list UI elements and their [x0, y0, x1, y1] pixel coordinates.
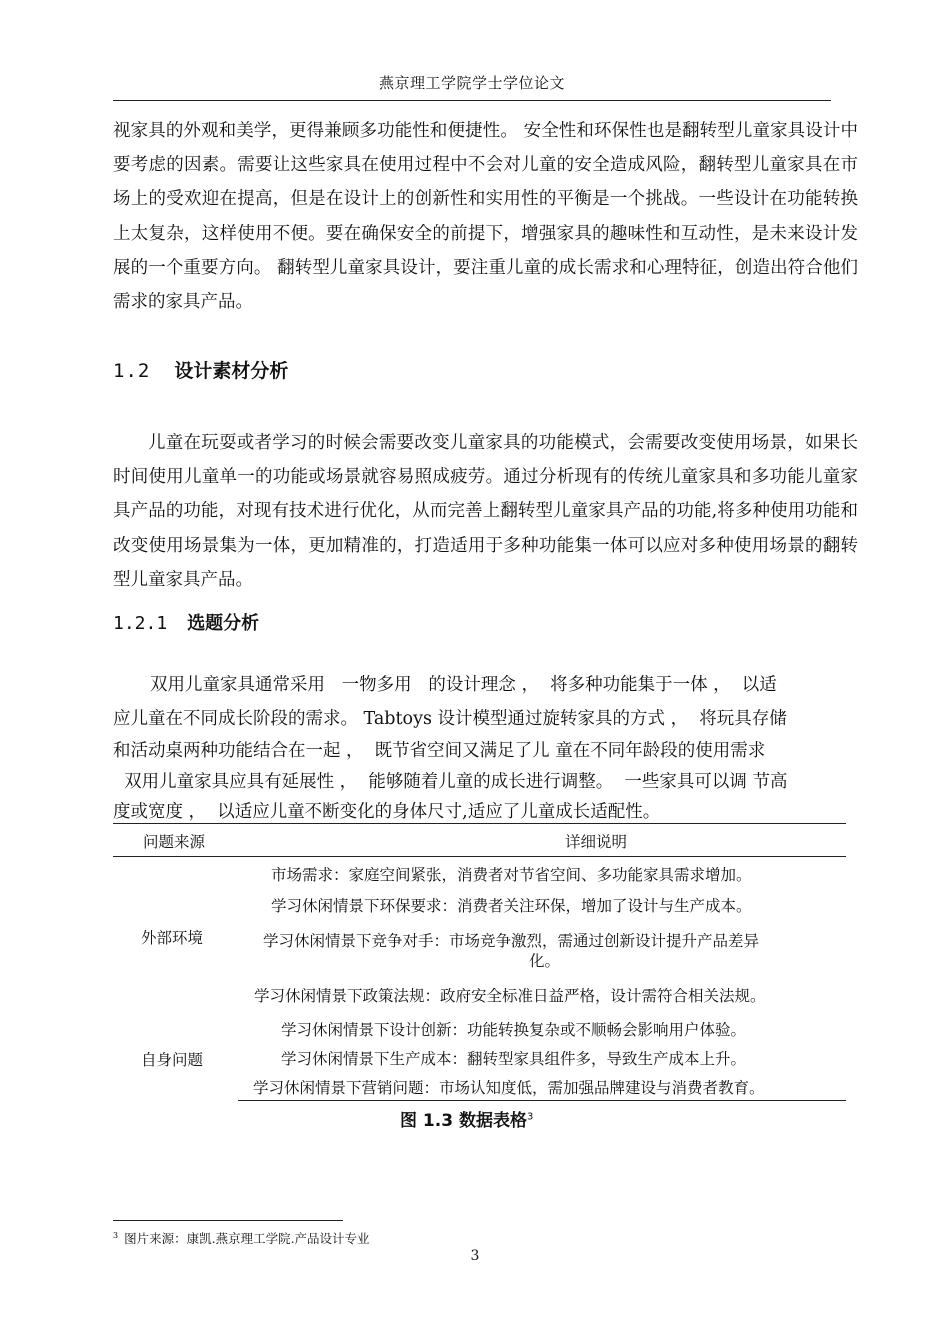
footnote-rule	[113, 1220, 343, 1221]
caption-text: 图 1.3 数据表格	[400, 1111, 527, 1131]
footnote-marker: 3	[113, 1230, 119, 1240]
table-caption	[400, 1106, 533, 1131]
table-bottom-rule	[238, 1100, 846, 1101]
table-group-source: 外部环境	[141, 929, 204, 947]
subsection-title: 选题分析	[187, 613, 260, 634]
table-row: 学习休闲情景下环保要求：消费者关注环保，增加了设计与生产成本。	[271, 897, 752, 915]
footnote-text: 图片来源：康凯.燕京理工学院.产品设计专业	[124, 1231, 370, 1246]
table-top-rule	[113, 823, 846, 824]
table-group-source: 自身问题	[141, 1051, 204, 1069]
table-header-detail: 详细说明	[565, 833, 628, 851]
table-row: 学习休闲情景下营销问题：市场认知度低，需加强品牌建设与消费者教育。	[253, 1079, 765, 1097]
table-row: 化。	[529, 952, 561, 970]
table-header-source: 问题来源	[143, 833, 206, 851]
section-1-2-paragraph: 儿童在玩耍或者学习的时候会需要改变儿童家具的功能模式，会需要改变使用场景，如果长时间使用儿童单一的功能或场景就容易照成疲劳。通过分析现有的传统儿童家具和多功能儿童家具产品的功能，对现有技术进行优化，从而完善上翻转型儿童家具产品的功能,将多种使用功能和改变使用场景集为一体，更加精准的，打造适用于多种功能集一体可以应对多种使用场景的翻转型儿童家具产品。	[113, 433, 858, 590]
body-line: 度或宽度 ， 以适应儿童不断变化的身体尺寸,适应了儿童成长适配性。	[113, 802, 661, 822]
body-line: 应儿童在不同成长阶段的需求。 Tabtoys 设计模型通过旋转家具的方式 ， 将玩具存储	[113, 709, 787, 729]
table-row: 学习休闲情景下竞争对手：市场竞争激烈，需通过创新设计提升产品差异	[263, 932, 760, 950]
body-line: 双用儿童家具应具有延展性 ， 能够随着儿童的成长进行调整。 一些家具可以调 节高	[113, 772, 788, 792]
table-row: 学习休闲情景下设计创新：功能转换复杂或不顺畅会影响用户体验。	[281, 1021, 747, 1039]
caption-footnote-ref: 3	[526, 1111, 534, 1123]
page-number: 3	[470, 1248, 480, 1264]
section-heading-1-2	[113, 356, 288, 383]
footnote	[113, 1229, 370, 1247]
table-row: 学习休闲情景下政策法规：政府安全标准日益严格，设计需符合相关法规。	[254, 987, 766, 1005]
section-title: 设计素材分析	[174, 360, 289, 382]
table-header-rule	[113, 856, 846, 857]
intro-paragraph: 视家具的外观和美学，更得兼顾多功能性和便捷性。 安全性和环保性也是翻转型儿童家具设计中要考虑的因素。需要让这些家具在使用过程中不会对儿童的安全造成风险，翻转型儿童家具在市场上的受欢迎在提高，但是在设计上的创新性和实用性的平衡是一个挑战。一些设计在功能转换上太复杂，这样使用不便。要在确保安全的前提下，增强家具的趣味性和互动性，是未来设计发展的一个重要方向。 翻转型儿童家具设计，要注重儿童的成长需求和心理特征，创造出符合他们需求的家具产品。	[113, 121, 858, 313]
running-header: 燕京理工学院学士学位论文	[378, 74, 565, 92]
table-row: 市场需求：家庭空间紧张，消费者对节省空间、多功能家具需求增加。	[271, 866, 752, 884]
table-row: 学习休闲情景下生产成本：翻转型家具组件多，导致生产成本上升。	[281, 1050, 747, 1068]
header-rule	[113, 100, 831, 101]
body-line: 和活动桌两种功能结合在一起 ， 既节省空间又满足了儿 童在不同年龄段的使用需求	[113, 741, 766, 761]
subsection-number: 1.2.1	[113, 613, 168, 634]
body-line: 双用儿童家具通常采用 一物多用 的设计理念 ， 将多种功能集于一体 ， 以适	[150, 675, 777, 695]
section-number: 1.2	[113, 360, 151, 382]
section-heading-1-2-1	[113, 609, 259, 635]
